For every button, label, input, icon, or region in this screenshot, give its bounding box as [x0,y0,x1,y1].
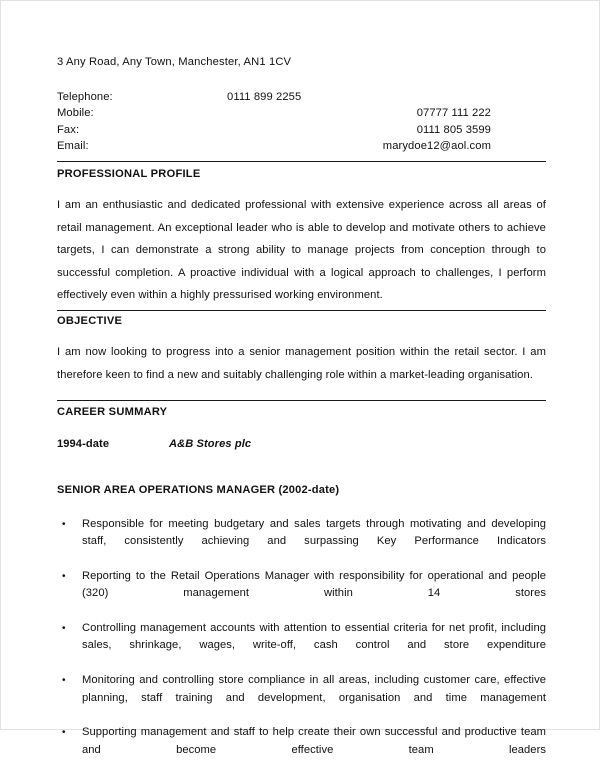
section-rule-career-summary [57,400,546,401]
list-item [57,620,546,672]
contact-block [57,89,491,154]
contact-value-email: marydoe12@aol.com [382,139,491,152]
section-rule-objective [57,310,546,311]
section-rule-professional-profile [57,161,546,162]
job-entry-line [57,438,546,453]
contact-label-fax: Fax: [57,123,80,136]
list-item [57,724,546,776]
contact-label-email: Email: [57,139,89,152]
section-body-objective: I am now looking to progress into a senior management position within the retail sector. I am therefore keen to find a new and suitably challenging role within a market-leading organisation. [57,346,546,381]
contact-value-fax: 0111 805 3599 [416,123,491,136]
contact-row-mobile [57,105,491,121]
job-employer: A&B Stores plc [169,438,252,450]
contact-row-email [57,138,491,154]
contact-label-mobile: Mobile: [57,107,94,120]
bullet-icon: • [62,571,66,583]
list-item [57,516,546,568]
bullet-icon: • [62,519,66,530]
contact-row-fax [57,122,491,138]
section-heading-objective: OBJECTIVE [57,315,123,327]
address-line: 3 Any Road, Any Town, Manchester, AN1 1CV [57,56,292,68]
list-item [57,568,546,620]
contact-row-telephone [57,89,491,105]
contact-label-telephone: Telephone: [57,91,113,103]
job-title: SENIOR AREA OPERATIONS MANAGER (2002-date) [57,484,340,496]
responsibilities-list [57,516,546,777]
list-item [57,672,546,724]
list-item-text: Responsible for meeting budgetary and sales targets through motivating and developing staff, consistently achieving and surpassing Key Performance Indicators [82,518,546,548]
list-item-text: Monitoring and controlling store compliance in all areas, including customer care, effective planning, staff training and development, organisation and time management [82,674,546,704]
section-heading-career-summary: CAREER SUMMARY [57,406,168,418]
section-body-professional-profile: I am an enthusiastic and dedicated professional with extensive experience across all areas of retail management. An exceptional leader who is able to develop and motivate others to achieve targets, I can demonstrate a strong ability to manage projects from conception through to successful completion. A proactive individual with a logical approach to challenges, I perform effectively even within a highly pressurised working environment. [57,199,546,302]
section-heading-professional-profile: PROFESSIONAL PROFILE [57,168,201,180]
bullet-icon: • [62,623,66,635]
bullet-icon: • [62,675,66,687]
list-item-text: Controlling management accounts with attention to essential criteria for net profit, including sales, shrinkage, wages, write-off, cash control and store expenditure [82,622,546,652]
job-dates: 1994-date [57,438,110,450]
list-item-text: Supporting management and staff to help create their own successful and productive team and become effective team leaders [82,726,546,756]
bullet-icon: • [62,727,66,739]
contact-value-telephone: 0111 899 2255 [227,91,302,103]
contact-value-mobile: 07777 111 222 [416,107,491,120]
list-item-text: Reporting to the Retail Operations Manager with responsibility for operational and people (320) management within 14 stores [82,570,546,600]
